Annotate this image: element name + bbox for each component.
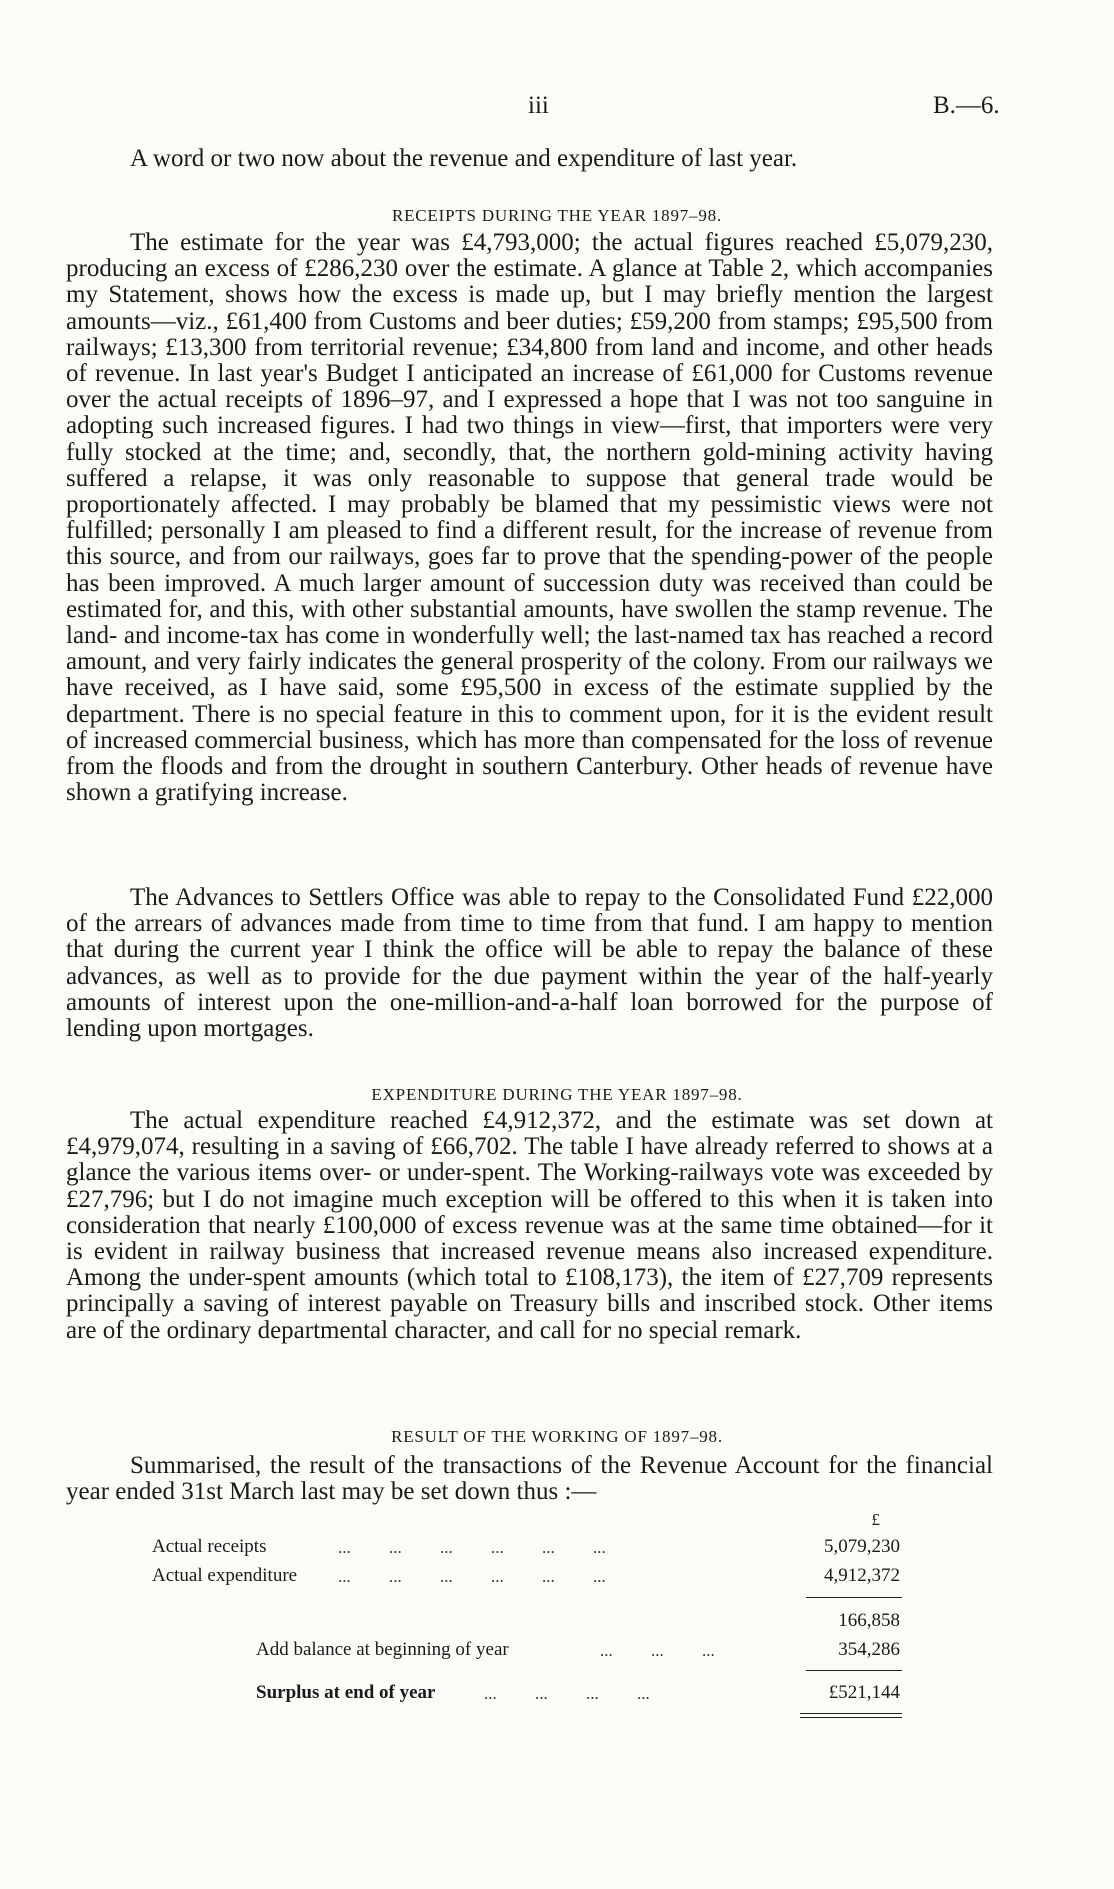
leader-dots: ... ... ... ... (484, 1684, 650, 1703)
total-rule (806, 1670, 902, 1671)
receipts-paragraph-1: The estimate for the year was £4,793,000; the actual figures reached £5,079,230, producing an excess of £286,230 over the estimate. A glance at Table 2, which accompanies my Statement, shows how the excess is made up, but I may briefly mention the largest amounts—viz., £61,400 from Customs and beer duties; £59,200 from stamps; £95,500 from railways; £13,300 from territorial revenue; £34,800 from land and income, and other heads of revenue. In last year's Budget I anticipated an increase of £61,000 for Customs revenue over the actual receipts of 1896–97, and I expressed a hope that I was not too sanguine in adopting such increased figures. I had two things in view—first, that importers were very fully stocked at the time; and, secondly, that, the northern gold-mining activity having suffered a relapse, it was only reasonable to suppose that general trade would be proportionately affected. I may probably be blamed that my pessimistic views were not fulfilled; personally I am pleased to find a different result, for the increase of revenue from this source, and from our railways, goes far to prove that the spending-power of the people has been improved. A much larger amount of succession duty was received than could be estimated for, and this, with other substantial amounts, have swollen the stamp revenue. The land- and income-tax has come in wonderfully well; the last-named tax has reached a record amount, and very fairly indicates the general prosperity of the colony. From our railways we have received, as I have said, some £95,500 in excess of the estimate supplied by the department. There is no special feature in this to comment upon, for it is the evident result of increased commercial business, which has more than compensated for the loss of revenue from the floods and from the drought in southern Canterbury. Other heads of revenue have shown a gratifying increase. (66, 229, 993, 807)
result-paragraph: Summarised, the result of the transactions of the Revenue Account for the financial year ended 31st March last may be set down thus :— (66, 1452, 993, 1506)
summary-row-label: Add balance at beginning of year (256, 1639, 509, 1660)
double-rule-bottom (800, 1717, 902, 1718)
currency-column-header: £ (871, 1510, 880, 1529)
expenditure-paragraph: The actual expenditure reached £4,912,372, and the estimate was set down at £4,979,074, resulting in a saving of £66,702. The table I have already referred to shows at a glance the various items over- or under-spent. The Working-railways vote was exceeded by £27,796; but I do not imagine much exception will be offered to this when it is taken into consideration that nearly £100,000 of excess revenue was at the same time obtained—for it is evident in railway business that increased revenue means also increased expenditure. Among the under-spent amounts (which total to £108,173), the item of £27,709 represents principally a saving of interest payable on Treasury bills and inscribed stock. Other items are of the ordinary departmental character, and call for no special remark. (66, 1107, 993, 1344)
receipts-paragraph-2: The Advances to Settlers Office was able to repay to the Consolidated Fund £22,000 of the arrears of advances made from time to time from that fund. I am happy to mention that during the current year I think the office will be able to repay the balance of these advances, as well as to provide for the due payment within the year of the half-yearly amounts of interest upon the one-million-and-a-half loan borrowed for the purpose of lending upon mortgages. (66, 884, 993, 1043)
leader-dots: ... ... ... ... ... ... (338, 1567, 606, 1586)
summary-row-label: Actual expenditure (152, 1565, 298, 1586)
summary-row-amount: 354,286 (838, 1639, 900, 1660)
subtotal-rule (806, 1597, 902, 1598)
intro-line: A word or two now about the revenue and expenditure of last year. (130, 145, 798, 172)
section-heading-expenditure: EXPENDITURE DURING THE YEAR 1897–98. (371, 1085, 743, 1104)
summary-row-label: Actual receipts (152, 1536, 267, 1557)
leader-dots: ... ... ... ... ... ... (338, 1538, 606, 1557)
summary-row-amount: 5,079,230 (824, 1536, 900, 1557)
summary-subtotal-amount: 166,858 (838, 1610, 900, 1631)
summary-row-amount: 4,912,372 (824, 1565, 900, 1586)
page-number: iii (528, 92, 549, 119)
document-reference: B.—6. (933, 92, 1000, 119)
section-heading-result: RESULT OF THE WORKING OF 1897–98. (391, 1427, 723, 1446)
section-heading-receipts: RECEIPTS DURING THE YEAR 1897–98. (391, 206, 723, 225)
summary-total-amount: £521,144 (828, 1682, 900, 1703)
summary-total-label: Surplus at end of year (256, 1682, 436, 1703)
double-rule-top (800, 1713, 902, 1714)
leader-dots: ... ... ... (600, 1641, 715, 1660)
